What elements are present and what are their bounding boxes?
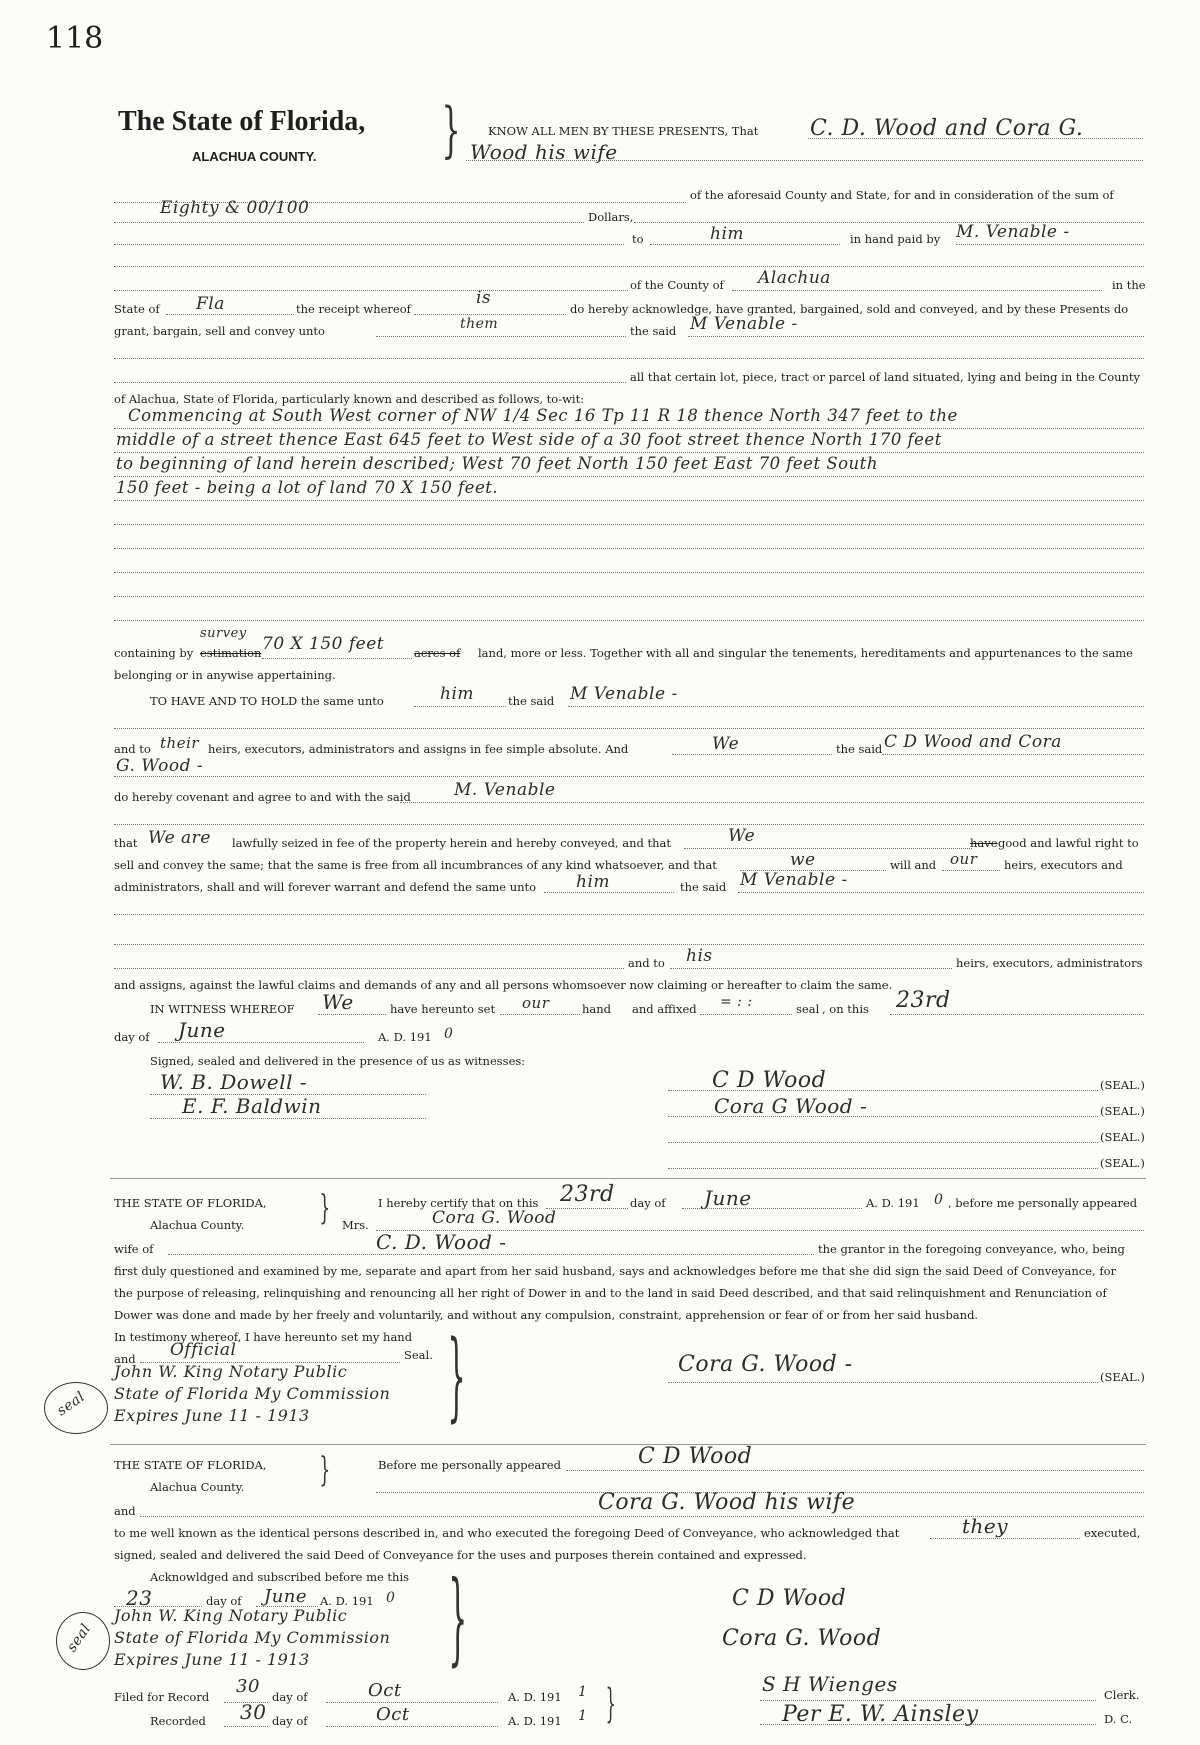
and-to-label: and to [114, 742, 151, 756]
dotted-line [114, 596, 1144, 597]
filed-day-handwriting: 30 [236, 1676, 260, 1697]
know-all-text: KNOW ALL MEN BY THESE PRESENTS, That [488, 124, 759, 138]
dotted-line [114, 266, 1144, 267]
his-handwriting: his [686, 946, 713, 966]
our-handwriting: our [950, 850, 978, 868]
state-of-label: State of [114, 302, 160, 316]
dotted-line [166, 314, 294, 315]
ack2-county: Alachua County. [150, 1480, 245, 1494]
ack2-and-label: and [114, 1504, 136, 1518]
grantors-handwriting-1: C. D. Wood and Cora G. [810, 116, 1084, 141]
witness-signature: E. F. Baldwin [182, 1094, 322, 1118]
dotted-line [808, 138, 1143, 139]
and-to-label: and to [628, 956, 665, 970]
ack-body-line: Dower was done and made by her freely and voluntarily, and without any compulsion, constraint, apprehension or fear of or from her said husband. [114, 1308, 979, 1322]
ack2-signature: C D Wood [732, 1586, 847, 1611]
the-said-label: the said [836, 742, 883, 756]
ack2-brace: } [319, 1450, 331, 1490]
seal-label: Seal. [404, 1348, 433, 1362]
said-handwriting: M Venable - [690, 314, 798, 334]
ad-label: A. D. 191 [320, 1594, 374, 1608]
wife-of-label: wife of [114, 1242, 154, 1256]
section-divider [110, 1178, 1146, 1179]
grantor-signature: Cora G Wood - [714, 1094, 868, 1118]
day-of-label: day of [206, 1594, 242, 1608]
hand-paid-label: in hand paid by [850, 232, 941, 246]
known-text: to me well known as the identical persons described in, and who executed the foregoing Deed of Conveyance, who acknowledged that [114, 1526, 900, 1540]
county-heading: ALACHUA COUNTY. [192, 149, 317, 164]
day-of-label: day of [272, 1714, 308, 1728]
we-are-handwriting: We are [148, 828, 211, 848]
we-handwriting: we [790, 850, 816, 870]
land-description-line: middle of a street thence East 645 feet to West side of a 30 foot street thence North 170 feet [116, 430, 942, 449]
will-and-label: will and [890, 858, 937, 872]
and-label: and [114, 1352, 136, 1366]
executed-label: executed, [1084, 1526, 1141, 1540]
receipt-handwriting: is [476, 288, 492, 308]
have-hereunto-text: have hereunto set [390, 1002, 496, 1016]
they-handwriting: they [962, 1514, 1009, 1538]
size-handwriting: 70 X 150 feet [262, 634, 385, 654]
dotted-line [682, 1208, 862, 1209]
dotted-line [114, 968, 624, 969]
have-struck: have [970, 836, 998, 850]
page-number: 118 [46, 21, 104, 56]
heirs-admin-text: heirs, executors, administrators [956, 956, 1143, 970]
state-heading: The State of Florida, [118, 106, 366, 137]
in-the-label: in the [1112, 278, 1146, 292]
dotted-line [114, 824, 1144, 825]
dotted-line [114, 914, 1144, 915]
said-handwriting: M Venable - [740, 870, 848, 890]
of-county-label: of the County of [630, 278, 724, 292]
grantors-handwriting-2: Wood his wife [470, 140, 618, 164]
dotted-line [684, 848, 972, 849]
section-divider [110, 1444, 1146, 1445]
dotted-line [326, 1702, 498, 1703]
dotted-line [688, 336, 1144, 337]
day-handwriting: 23 [126, 1586, 153, 1610]
year-handwriting: 0 [444, 1026, 454, 1042]
to-handwriting: him [710, 224, 745, 244]
to-label: to [632, 232, 644, 246]
husband-handwriting: C. D. Wood - [376, 1230, 507, 1254]
dotted-line [738, 892, 1144, 893]
dotted-line [760, 1700, 1096, 1701]
year-handwriting: 0 [386, 1590, 396, 1606]
dotted-line [760, 1724, 1096, 1725]
name2-handwriting: Cora G. Wood his wife [598, 1490, 856, 1515]
notary-stamp-line: State of Florida My Commission [114, 1628, 391, 1647]
dotted-line [466, 160, 1143, 161]
rec-month-handwriting: Oct [376, 1704, 410, 1725]
and-affixed-label: and affixed [632, 1002, 697, 1016]
paid-by-handwriting: M. Venable - [956, 222, 1070, 242]
dotted-line [414, 706, 506, 707]
dotted-line [262, 658, 412, 659]
day-handwriting: 23rd [560, 1182, 615, 1207]
dotted-line [114, 572, 1144, 573]
to-have-text: TO HAVE AND TO HOLD the same unto [150, 694, 384, 708]
dotted-line [114, 944, 1144, 945]
witness-signature: W. B. Dowell - [160, 1070, 308, 1094]
grant-convey-text: grant, bargain, sell and convey unto [114, 324, 325, 338]
ack-state: THE STATE OF FLORIDA, [114, 1196, 267, 1210]
acres-struck: acres of [414, 646, 461, 660]
dotted-line [224, 1726, 268, 1727]
dotted-line [700, 1014, 792, 1015]
land-description-line: 150 feet - being a lot of land 70 X 150 feet. [116, 478, 499, 497]
consideration-text: of the aforesaid County and State, for and in consideration of the sum of [690, 188, 1114, 202]
month-handwriting: June [178, 1018, 226, 1042]
signed-text: Signed, sealed and delivered in the presence of us as witnesses: [150, 1054, 526, 1068]
county-handwriting: Alachua [758, 268, 831, 288]
recorded-label: Recorded [150, 1714, 206, 1728]
dotted-line [672, 754, 832, 755]
dower-signature: Cora G. Wood - [678, 1352, 853, 1377]
of-alachua-text: of Alachua, State of Florida, particularly known and described as follows, to-wit: [114, 392, 585, 406]
day-of-label: day of [114, 1030, 150, 1044]
dotted-line [566, 1470, 1144, 1471]
dotted-line [114, 620, 1144, 621]
dotted-line [546, 1208, 628, 1209]
seal-label: seal [796, 1002, 820, 1016]
we-handwriting: We [712, 734, 740, 754]
notary-stamp-line: Expires June 11 - 1913 [114, 1650, 310, 1669]
dotted-line [650, 244, 840, 245]
ack-body-line: the purpose of releasing, relinquishing and renouncing all her right of Dower in and to the land in said Deed described, and that said relinquishment and Renunciation of [114, 1286, 1107, 1300]
ack2-signature: Cora G. Wood [722, 1626, 882, 1651]
in-witness-text: IN WITNESS WHEREOF [150, 1002, 295, 1016]
dollars-label: Dollars, [588, 210, 634, 224]
ack-brace: } [319, 1188, 331, 1228]
the-said-label: the said [508, 694, 555, 708]
dotted-line [414, 314, 566, 315]
testimony-text: In testimony whereof, I have hereunto set my hand [114, 1330, 413, 1344]
good-right-text: good and lawful right to [998, 836, 1139, 850]
notary-brace: } [447, 1320, 466, 1432]
dotted-line [168, 1254, 814, 1255]
dotted-line [882, 754, 1144, 755]
dotted-line [114, 382, 626, 383]
receipt-label: the receipt whereof [296, 302, 411, 316]
notary-stamp-line: John W. King Notary Public [114, 1362, 348, 1381]
heirs-exec-text: heirs, executors and [1004, 858, 1123, 872]
seal-mark: (SEAL.) [1100, 1104, 1145, 1118]
dotted-line [544, 892, 674, 893]
state-handwriting: Fla [196, 294, 225, 314]
before-text: , before me personally appeared [948, 1196, 1138, 1210]
year-handwriting: 0 [934, 1192, 944, 1208]
dc-label: D. C. [1104, 1712, 1133, 1726]
acknowledged-text: Acknowldged and subscribed before me this [150, 1570, 410, 1584]
unto-handwriting: them [460, 316, 499, 332]
dotted-line [668, 1090, 1098, 1091]
grantors-handwriting: G. Wood - [116, 756, 204, 776]
dc-signature: Per E. W. Ainsley [782, 1702, 979, 1727]
ack-body-line: first duly questioned and examined by me, separate and apart from her said husband, says and acknowledges before me that she did sign the said Deed of Conveyance, for [114, 1264, 1117, 1278]
hand-label: hand [582, 1002, 612, 1016]
dotted-line [326, 1726, 498, 1727]
dotted-line [318, 1014, 386, 1015]
notary-stamp-line: Expires June 11 - 1913 [114, 1406, 310, 1425]
dotted-line [400, 802, 1144, 803]
certify-text: I hereby certify that on this [378, 1196, 539, 1210]
header-brace: } [441, 95, 461, 165]
dotted-line [500, 1014, 580, 1015]
dotted-line [114, 524, 1144, 525]
day-of-label: day of [630, 1196, 666, 1210]
dotted-line [114, 290, 628, 291]
grantors-handwriting: C D Wood and Cora [884, 732, 1062, 752]
dotted-line [670, 968, 952, 969]
rec-year-handwriting: 1 [578, 1708, 588, 1724]
dotted-line [158, 1042, 364, 1043]
day-handwriting: 23rd [896, 988, 951, 1013]
the-said-label: the said [630, 324, 677, 338]
day-of-label: day of [272, 1690, 308, 1704]
land-description-line: Commencing at South West corner of NW 1/4 Sec 16 Tp 11 R 18 thence North 347 feet to the [128, 406, 958, 425]
land-description-line: to beginning of land herein described; West 70 feet North 150 feet East 70 feet South [116, 454, 878, 473]
containing-label: containing by [114, 646, 194, 660]
amount-handwriting: Eighty & 00/100 [160, 198, 310, 218]
seal-handwriting: seal [63, 1621, 95, 1655]
mrs-label: Mrs. [342, 1218, 369, 1232]
clerk-signature: S H Wienges [762, 1672, 898, 1696]
dotted-line [114, 358, 1144, 359]
unto-handwriting: him [440, 684, 475, 704]
we-handwriting: We [728, 826, 756, 846]
mrs-handwriting: Cora G. Wood [432, 1208, 557, 1228]
month-handwriting: June [264, 1586, 308, 1607]
the-said-label: the said [680, 880, 727, 894]
we-handwriting: We [322, 990, 354, 1014]
notary-brace: } [448, 1559, 468, 1676]
ack2-state: THE STATE OF FLORIDA, [114, 1458, 267, 1472]
seal-handwriting: seal [54, 1388, 89, 1420]
filed-label: Filed for Record [114, 1690, 210, 1704]
dotted-line [942, 870, 1000, 871]
dotted-line [114, 776, 1144, 777]
our-handwriting: our [522, 994, 550, 1012]
dotted-line [568, 706, 1144, 707]
estimation-struck: estimation [200, 646, 262, 660]
said-handwriting: M Venable - [570, 684, 678, 704]
ad-label: A. D. 191 [866, 1196, 920, 1210]
clerk-label: Clerk. [1104, 1688, 1140, 1702]
dotted-line [732, 290, 1102, 291]
ad-label: A. D. 191 [508, 1690, 562, 1704]
filed-month-handwriting: Oct [368, 1680, 402, 1701]
name1-handwriting: C D Wood [638, 1444, 753, 1469]
dotted-line [956, 244, 1144, 245]
ack-county: Alachua County. [150, 1218, 245, 1232]
unto-handwriting: him [576, 872, 611, 892]
dotted-line [150, 1118, 426, 1119]
ad-label: A. D. 191 [508, 1714, 562, 1728]
seal-mark: (SEAL.) [1100, 1156, 1145, 1170]
grantor-signature: C D Wood [712, 1068, 827, 1093]
seal-mark: (SEAL.) [1100, 1130, 1145, 1144]
dotted-line [376, 336, 626, 337]
seized-text: lawfully seized in fee of the property herein and hereby conveyed, and that [232, 836, 672, 850]
dotted-line [668, 1116, 1098, 1117]
acknowledge-text: do hereby acknowledge, have granted, bargained, sold and conveyed, and by these Presents do [570, 302, 1129, 316]
dotted-line [114, 428, 1144, 429]
dotted-line [114, 476, 1144, 477]
notary-stamp-line: John W. King Notary Public [114, 1606, 348, 1625]
administrators-text: administrators, shall and will forever warrant and defend the same unto [114, 880, 537, 894]
belonging-text: belonging or in anywise appertaining. [114, 668, 336, 682]
on-this-label: , on this [822, 1002, 869, 1016]
filed-year-handwriting: 1 [578, 1684, 588, 1700]
dotted-line [890, 1014, 1144, 1015]
month-handwriting: June [704, 1186, 752, 1210]
that-label: that [114, 836, 138, 850]
ack2-before-text: Before me personally appeared [378, 1458, 561, 1472]
official-handwriting: Official [170, 1340, 237, 1360]
survey-handwriting: survey [200, 626, 247, 641]
land-more-text: land, more or less. Together with all and singular the tenements, hereditaments and appurtenances to the same [478, 646, 1133, 660]
heirs-text: heirs, executors, administrators and assigns in fee simple absolute. And [208, 742, 629, 756]
dotted-line [668, 1168, 1098, 1169]
dotted-line [930, 1538, 1080, 1539]
grantor-text: the grantor in the foregoing conveyance, who, being [818, 1242, 1125, 1256]
seal-marks-handwriting: = : : [720, 994, 753, 1010]
dotted-line [114, 728, 1144, 729]
assigns-text: and assigns, against the lawful claims and demands of any and all persons whomsoever now claiming or hereafter to claim the same. [114, 978, 893, 992]
dotted-line [114, 244, 624, 245]
dotted-line [114, 222, 584, 223]
dotted-line [668, 1382, 1098, 1383]
notary-stamp-line: State of Florida My Commission [114, 1384, 391, 1403]
their-handwriting: their [160, 734, 200, 752]
dotted-line [114, 548, 1144, 549]
seal-mark: (SEAL.) [1100, 1370, 1145, 1384]
dotted-line [114, 452, 1144, 453]
sell-convey-text: sell and convey the same; that the same is free from all incumbrances of any kind whatsoever, and that [114, 858, 717, 872]
all-certain-text: all that certain lot, piece, tract or parcel of land situated, lying and being in the County [630, 370, 1141, 384]
seal-mark: (SEAL.) [1100, 1078, 1145, 1092]
ad-label: A. D. 191 [378, 1030, 432, 1044]
signed-text: signed, sealed and delivered the said Deed of Conveyance for the uses and purposes therein contained and expressed. [114, 1548, 807, 1562]
covenant-text: do hereby covenant and agree to and with the said [114, 790, 411, 804]
dotted-line [668, 1142, 1098, 1143]
dotted-line [114, 500, 1144, 501]
filing-brace: } [605, 1681, 616, 1727]
rec-day-handwriting: 30 [240, 1700, 267, 1724]
covenant-handwriting: M. Venable [454, 780, 556, 800]
